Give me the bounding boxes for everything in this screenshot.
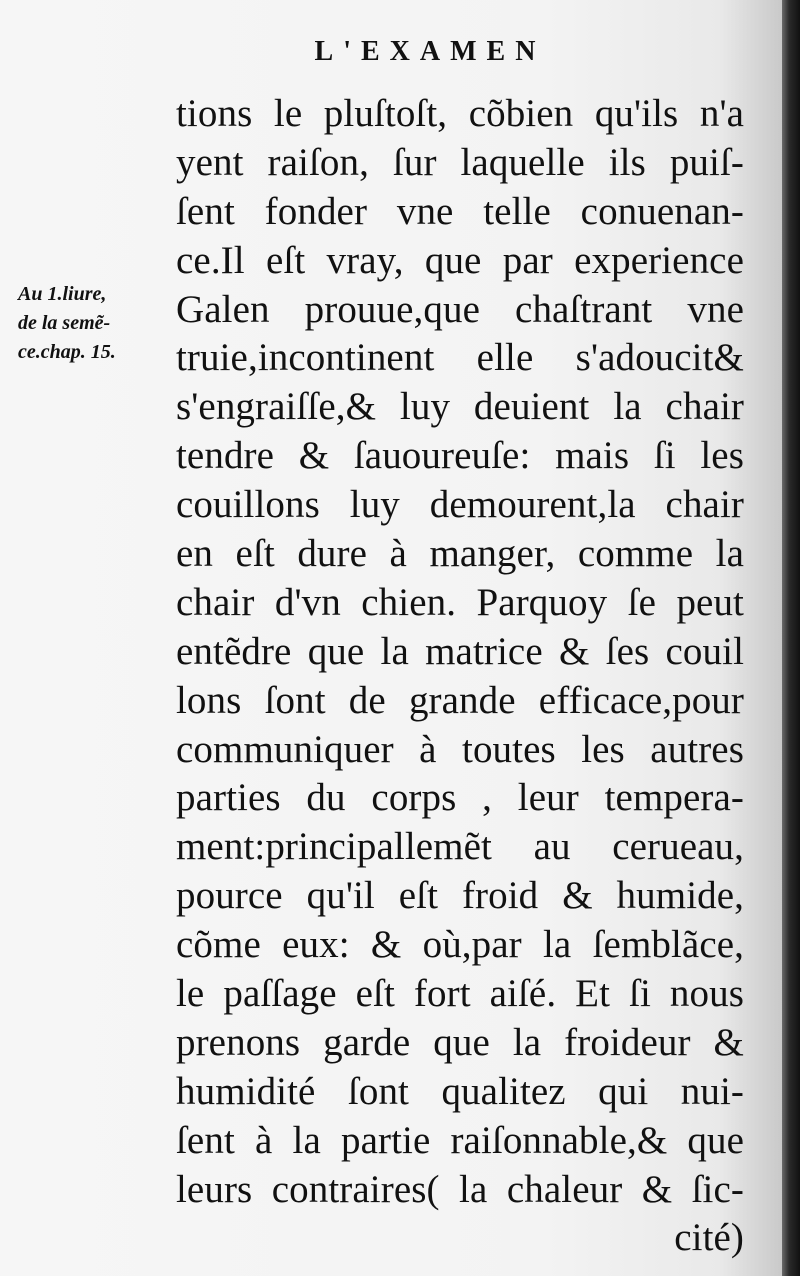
text-line: yent raiſon, ſur laquelle ils puiſ-: [176, 140, 744, 184]
margin-note: [18, 280, 178, 367]
margin-note-line: de la semẽ-: [18, 312, 111, 334]
running-head: L'EXAMEN: [314, 36, 546, 67]
text-line: truie,incontinent elle s'adoucit&: [176, 336, 744, 380]
page-edge-shadow: [782, 0, 800, 1276]
text-line: lons ſont de grande efficace,pour: [176, 678, 744, 722]
text-line: ment:principallemẽt au cerueau,: [176, 825, 744, 869]
body-text: [176, 90, 744, 1263]
text-line: chair d'vn chien. Parquoy ſe peut: [176, 580, 744, 624]
text-line: leurs contraires( la chaleur & ſic-: [176, 1167, 744, 1211]
text-line: s'engraiſſe,& luy deuient la chair: [176, 385, 744, 429]
text-line: ce.Il eſt vray, que par experience: [176, 238, 744, 282]
text-line: cõme eux: & où,par la ſemblãce,: [176, 923, 744, 967]
text-line: cité): [674, 1216, 744, 1260]
text-line: ſent à la partie raiſonnable,& que: [176, 1118, 744, 1162]
text-line: couillons luy demourent,la chair: [176, 483, 744, 527]
text-line: entẽdre que la matrice & ſes couil: [176, 629, 744, 673]
margin-note-line: ce.chap. 15.: [18, 341, 116, 363]
text-line: parties du corps , leur tempera-: [176, 776, 744, 820]
text-line: communiquer à toutes les autres: [176, 727, 744, 771]
text-line: en eſt dure à manger, comme la: [176, 532, 744, 576]
text-line: tendre & ſauoureuſe: mais ſi les: [176, 434, 744, 478]
text-line: prenons garde que la froideur &: [176, 1020, 744, 1064]
text-line: humidité ſont qualitez qui nui-: [176, 1069, 744, 1113]
text-line: pource qu'il eſt froid & humide,: [176, 874, 744, 918]
text-line: Galen prouue,que chaſtrant vne: [176, 287, 744, 331]
text-line: le paſſage eſt fort aiſé. Et ſi nous: [176, 972, 744, 1016]
margin-note-line: Au 1.liure,: [18, 283, 107, 305]
text-line: ſent fonder vne telle conuenan-: [176, 189, 744, 233]
text-line: tions le pluſtoſt, cõbien qu'ils n'a: [176, 92, 744, 135]
